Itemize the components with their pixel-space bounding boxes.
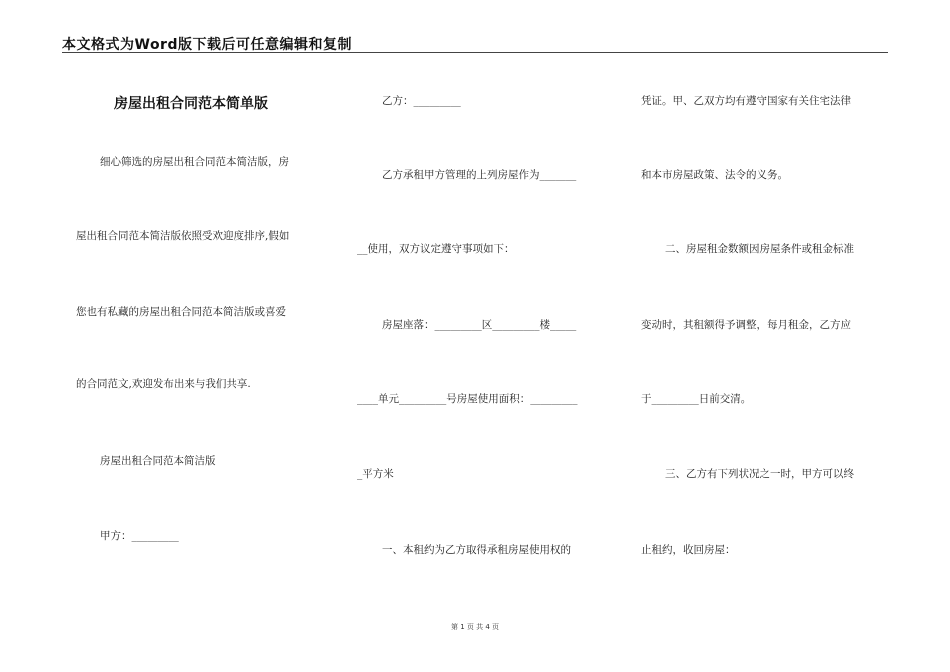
paragraph-line: 变动时，其租额得予调整，每月租金，乙方应 (641, 319, 851, 331)
paragraph-line: __使用，双方议定遵守事项如下： (357, 243, 515, 255)
page-number: 第 1 页 共 4 页 (450, 623, 500, 631)
paragraph-line: ____单元_________号房屋使用面积：_________ (357, 393, 578, 405)
party-b-line: 乙方：_________ (382, 95, 461, 107)
paragraph-line: 屋出租合同范本简洁版依照受欢迎度排序,假如 (76, 230, 290, 242)
paragraph-line: 三、乙方有下列状况之一时，甲方可以终 (665, 468, 854, 480)
paragraph-line: 二、房屋租金数额因房屋条件或租金标准 (665, 243, 854, 255)
paragraph-line: 细心筛选的房屋出租合同范本简洁版，房 (100, 156, 289, 168)
paragraph-line: 房屋出租合同范本简洁版 (100, 455, 216, 467)
paragraph-line: 和本市房屋政策、法令的义务。 (641, 169, 788, 181)
paragraph-line: 您也有私藏的房屋出租合同范本简洁版或喜爱 (76, 306, 286, 318)
paragraph-line: 一、本租约为乙方取得承租房屋使用权的 (382, 544, 571, 556)
party-a-line: 甲方：_________ (100, 530, 179, 542)
header-divider (62, 52, 888, 53)
paragraph-line: 乙方承租甲方管理的上列房屋作为_______ (382, 169, 577, 181)
paragraph-line: 于_________日前交清。 (641, 393, 752, 405)
document-title: 房屋出租合同范本简单版 (114, 96, 268, 112)
paragraph-line: _平方米 (357, 468, 394, 480)
page-header-title: 本文格式为Word版下载后可任意编辑和复制 (62, 37, 352, 53)
paragraph-line: 房屋座落：_________区_________楼_____ (382, 319, 577, 331)
paragraph-line: 凭证。甲、乙双方均有遵守国家有关住宅法律 (641, 95, 851, 107)
paragraph-line: 止租约，收回房屋： (641, 544, 736, 556)
paragraph-line: 的合同范文,欢迎发布出来与我们共享. (76, 378, 251, 390)
